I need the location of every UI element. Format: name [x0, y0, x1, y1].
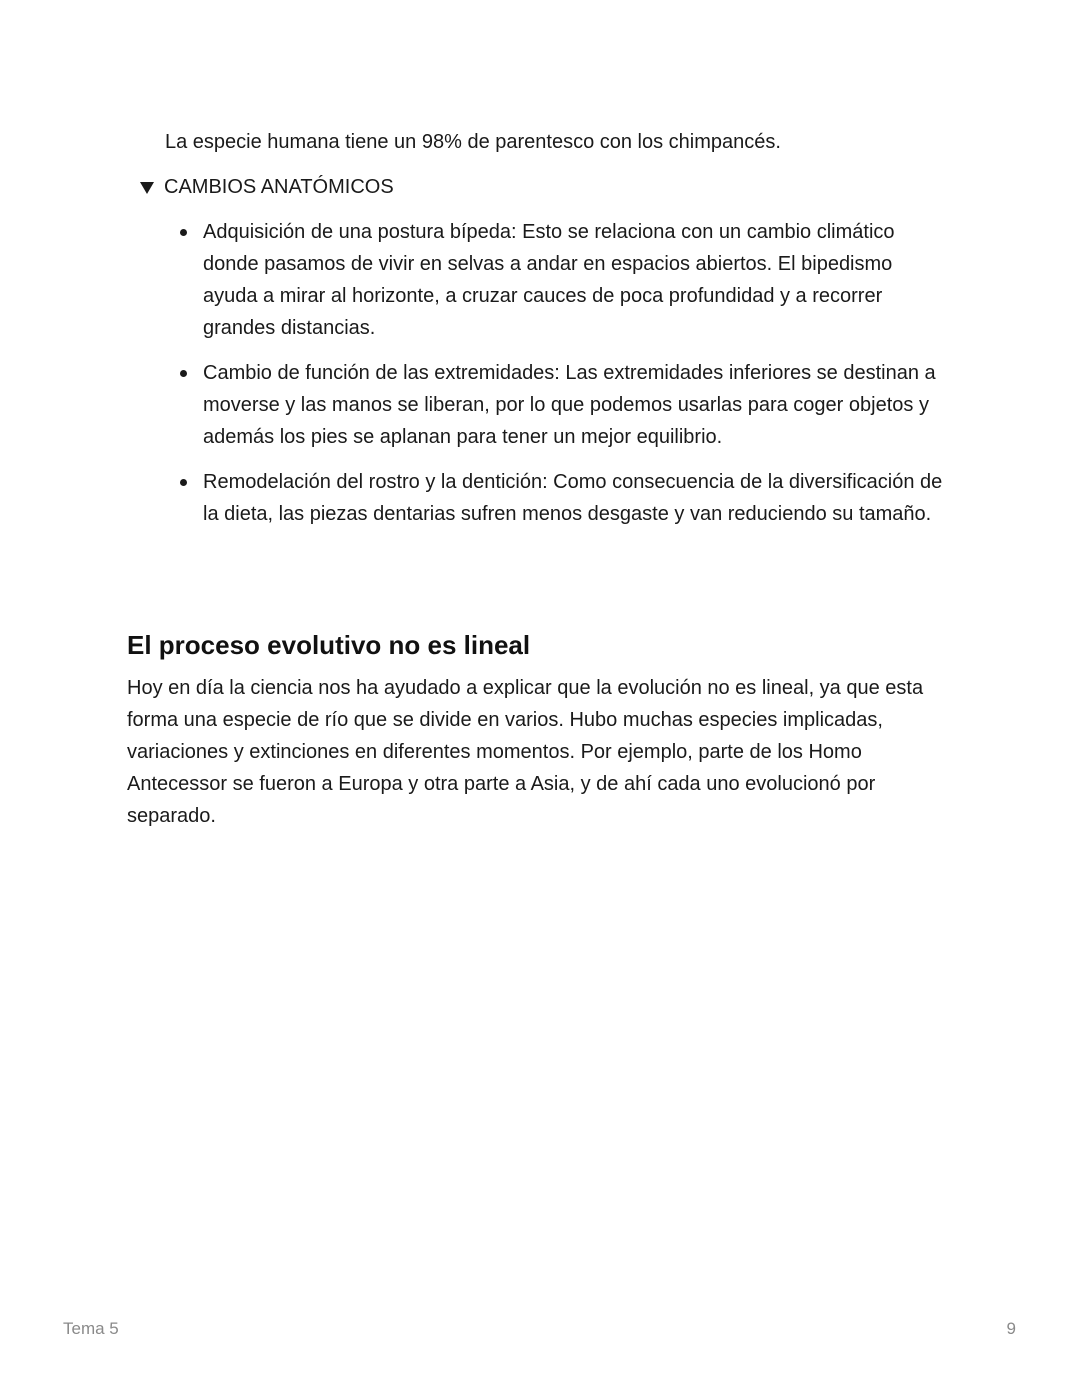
- triangle-down-icon[interactable]: [140, 182, 154, 194]
- bullet-list: [180, 216, 950, 543]
- page-number: 9: [1006, 1319, 1016, 1338]
- bullet-icon: [180, 229, 187, 236]
- section-body: Hoy en día la ciencia nos ha ayudado a explicar que la evolución no es lineal, ya que esta forma una especie de río que se divide en varios. Hubo muchas especies implicadas, variaciones y extinciones en diferentes momentos. Por ejemplo, parte de los Homo Antecessor se fueron a Europa y otra parte a Asia, y de ahí cada uno evolucionó por separado.: [127, 677, 924, 827]
- list-item: [180, 216, 950, 344]
- list-item-text: Remodelación del rostro y la dentición: Como consecuencia de la diversificación de la dieta, las piezas dentarias sufren menos desgaste y van reduciendo su tamaño.: [203, 471, 943, 525]
- section-heading: El proceso evolutivo no es lineal: [127, 630, 531, 660]
- footer-topic: Tema 5: [63, 1319, 119, 1338]
- toggle-cambios-anatomicos[interactable]: [140, 173, 394, 201]
- bullet-icon: [180, 479, 187, 486]
- toggle-title: CAMBIOS ANATÓMICOS: [164, 176, 394, 198]
- list-item: [180, 466, 950, 530]
- bullet-icon: [180, 370, 187, 377]
- list-item-text: Adquisición de una postura bípeda: Esto se relaciona con un cambio climático donde pasamos de vivir en selvas a andar en espacios abiertos. El bipedismo ayuda a mirar al horizonte, a cruzar cauces de poca profundidad y a recorrer grandes distancias.: [203, 221, 895, 339]
- intro-paragraph: La especie humana tiene un 98% de parentesco con los chimpancés.: [165, 131, 781, 153]
- list-item: [180, 357, 950, 453]
- list-item-text: Cambio de función de las extremidades: Las extremidades inferiores se destinan a moverse y las manos se liberan, por lo que podemos usarlas para coger objetos y además los pies se aplanan para tener un mejor equilibrio.: [203, 362, 936, 448]
